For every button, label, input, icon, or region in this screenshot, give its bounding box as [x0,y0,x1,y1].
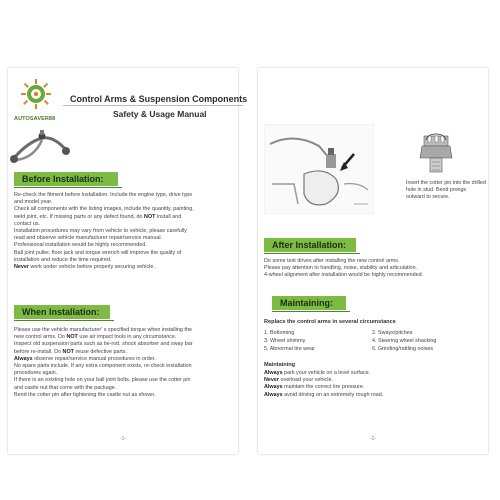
manual-title: Control Arms & Suspension Components [70,94,248,104]
manual-page-2 [258,68,488,454]
maintaining-heading: Maintaining: [272,296,346,310]
before-line [14,214,236,221]
brand-logo [14,76,58,122]
when-line: If there is an existing hole on your ball joint bolts, please use the cotter pin [14,377,191,384]
maint-rest: overload your vehicle. [279,377,333,384]
when-line: and castle nut that come with the package. [14,384,117,391]
not-emphasis: NOT [62,348,74,355]
replace-heading: Replace the control arms in several circumstance [264,319,396,325]
logo-text: AUTOSAVER88 [14,116,56,122]
maint-line [264,392,486,399]
maint-line [264,384,486,391]
after-line: 4-wheel alignment after installation would be highly recommended. [264,272,424,279]
circumstance-row [264,337,486,345]
maint-emphasis: Always [264,391,283,398]
never-emphasis: Never [14,264,29,271]
when-line: Inspect old suspension parts such as tie-rod, shock absorber and sway bar [14,341,193,348]
circumstance-item: 1. Bottoming [264,330,295,336]
when-installation-text [14,327,236,399]
maintaining-text [264,370,486,399]
page-number: -2- [369,436,377,442]
before-line: Check all components with the listing images, include the quantity, painting, [14,206,194,213]
not-emphasis: NOT [66,334,78,341]
knuckle-diagram [264,124,374,214]
castle-nut-illustration [418,132,454,176]
before-line: and model year. [14,199,53,206]
maintaining-subheading: Maintaining [264,362,296,368]
before-line: Installation procedures may vary from vehicle to vehicle, please carefully [14,228,187,235]
before-line: read and observe vehicle manufacturer repair/service manual. [14,235,163,242]
before-line: contact us. [14,220,41,227]
after-line: Do some test drives after installing the new control arms. [264,258,400,264]
when-line: No spare parts include. If any extra component exists, re-check installation [14,363,192,370]
when-line: Bend the cotter pin after tightening the castle nut as shown. [14,391,156,398]
before-line-part: work under vehicle before properly securing vehicle. [30,264,155,271]
when-line [14,334,236,341]
manual-page-1 [8,68,248,454]
maint-emphasis: Never [264,377,279,384]
cotter-pin-note: Insert the cotter pin into the drilled hole in stud. Bend prongs outward to secure. [406,180,486,200]
when-line: Please use the vehicle manufacturer' s specified torque when installing the [14,327,192,333]
maint-rest: park your vehicle on a level surface. [282,370,371,376]
when-line: procedures again. [14,370,58,377]
control-arm-illustration [8,128,74,170]
maint-rest: avoid driving on an extremely rough road. [282,391,384,398]
maint-rest: maintain the correct tire pressure. [282,384,365,391]
before-line-part: install and [156,213,182,220]
after-installation-text [264,258,486,280]
maint-line [264,370,486,377]
circumstance-list [264,329,486,353]
circumstance-row [264,329,486,337]
maint-emphasis: Always [264,370,283,376]
maint-emphasis: Always [264,384,283,391]
before-installation-text [14,192,236,271]
when-line-part: new control arms. Do [14,334,65,341]
when-line [14,349,236,356]
before-line: installation and reduce the time required. [14,256,112,263]
circumstance-item: 3. Wheel shimmy [264,338,306,344]
after-line: Please pay attention to handling, noise, stability and articulation. [264,265,418,272]
when-installation-heading: When Installation: [14,305,110,319]
when-line [14,356,236,363]
title-divider [63,105,243,106]
when-line-part: use air impact tools in any circumstance. [79,334,177,341]
when-line-part: reuse defective parts. [75,348,127,355]
circumstance-item: 4. Steering wheel shacking [372,338,437,344]
after-installation-heading: After Installation: [264,238,356,252]
before-line: Re-check the fitment before installation. Include the engine type, drive type [14,192,193,198]
before-installation-heading: Before Installation: [14,172,118,186]
before-line-part: weld joint, etc. If missing parts or any defect found, do [14,213,143,220]
before-line: Ball joint puller, floor jack and torque wrench will improve the quality of [14,249,182,256]
before-line: Professional installation would be highly recommended. [14,242,147,249]
maint-line [264,377,486,384]
manual-subtitle: Safety & Usage Manual [113,109,207,119]
before-line [14,264,236,271]
always-emphasis: Always [14,355,33,362]
circumstance-item: 5. Abnormal tire wear [264,346,315,352]
when-line-part: before re-install. Do [14,348,62,355]
page-number: -1- [119,436,127,442]
circumstance-row [264,345,486,353]
when-line-part: observe repair/service manual procedures in order. [34,355,156,362]
circumstance-item: 6. Grinding/rattling noises [372,346,434,352]
circumstance-item: 2. Sways/pitches [372,330,413,336]
not-emphasis: NOT [144,213,156,220]
